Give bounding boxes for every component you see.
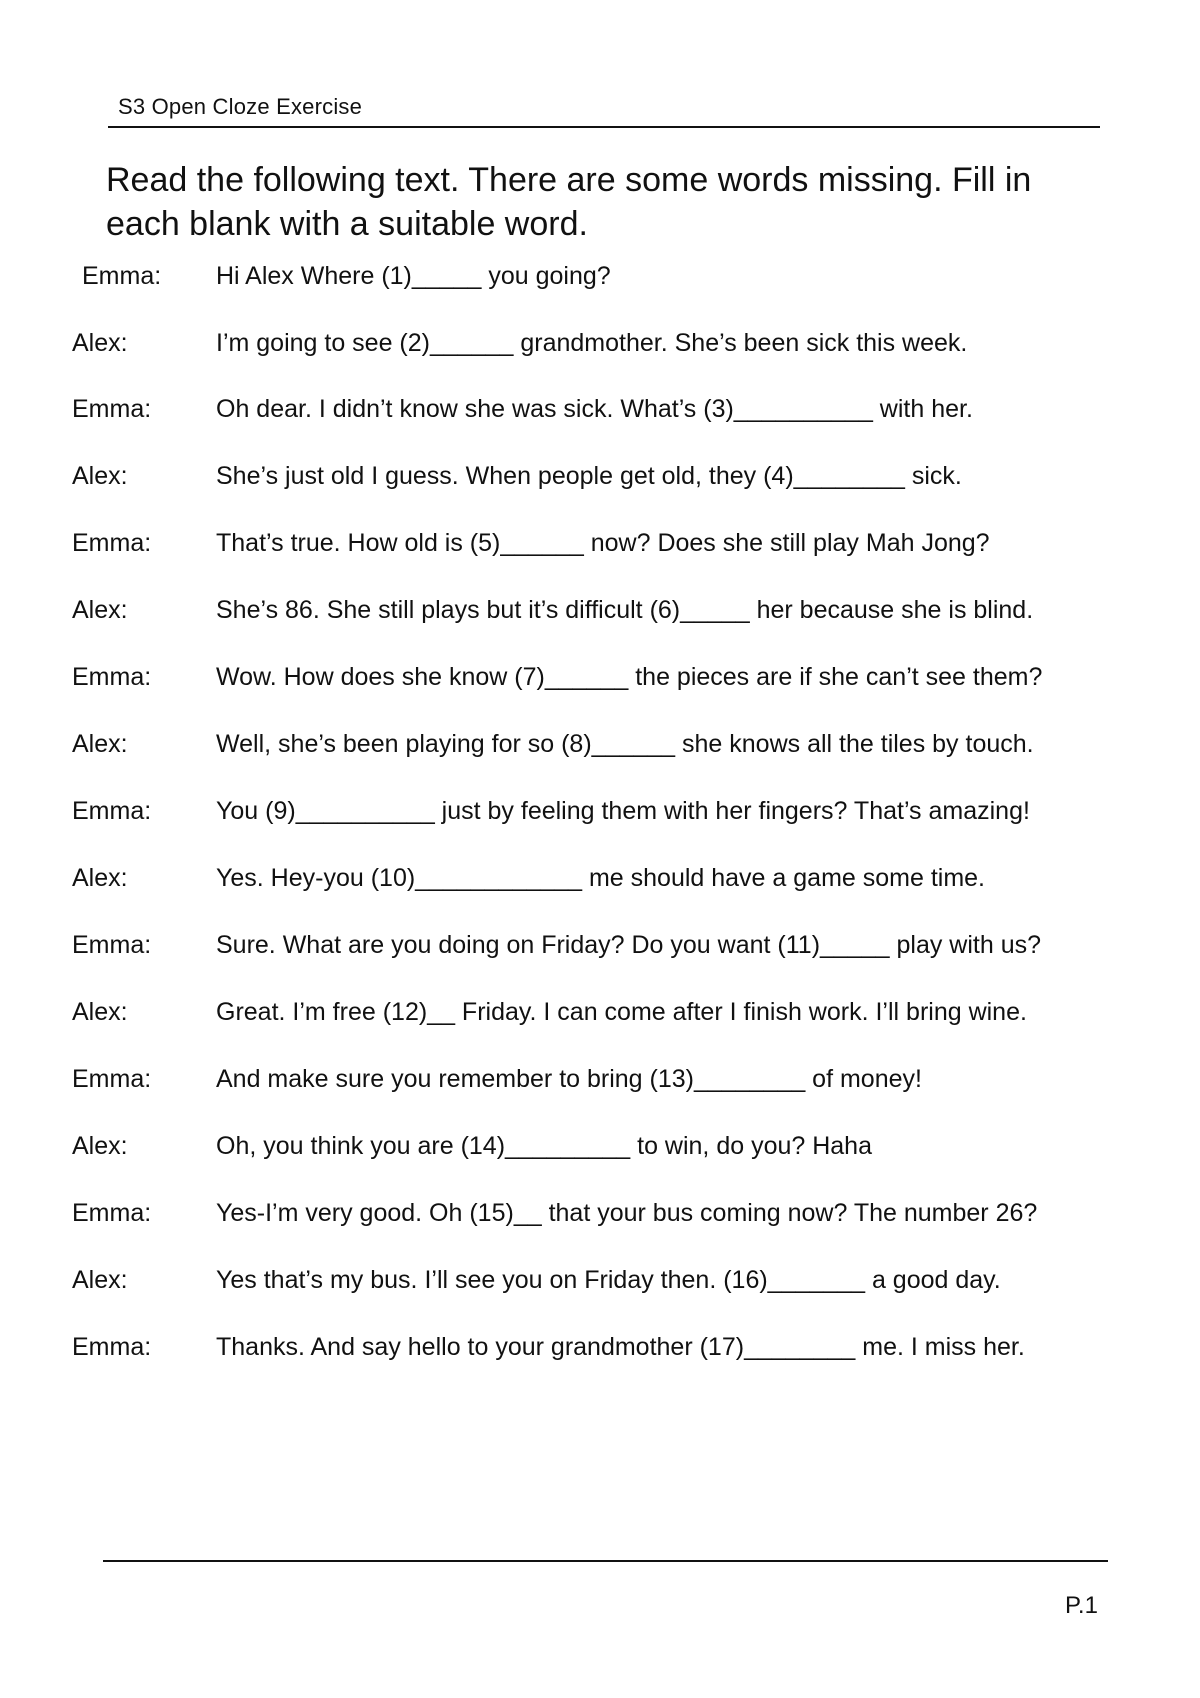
dialogue-line [0, 523, 1200, 563]
dialogue-line [0, 256, 1200, 296]
dialogue-text: Well, she’s been playing for so (8)______ she knows all the tiles by touch. [216, 730, 1034, 758]
speaker-label: Alex: [72, 1132, 128, 1160]
dialogue-text: Oh dear. I didn’t know she was sick. What’s (3)__________ with her. [216, 395, 973, 423]
dialogue-line [0, 1193, 1200, 1233]
dialogue-text: Wow. How does she know (7)______ the pieces are if she can’t see them? [216, 663, 1043, 691]
speaker-label: Emma: [72, 529, 152, 557]
header-title: S3 Open Cloze Exercise [118, 94, 363, 119]
dialogue-text: Yes. Hey-you (10)____________ me should have a game some time. [216, 864, 985, 892]
dialogue-line [0, 590, 1200, 630]
dialogue-text: That’s true. How old is (5)______ now? Does she still play Mah Jong? [216, 529, 990, 557]
dialogue-text: Yes that’s my bus. I’ll see you on Friday then. (16)_______ a good day. [216, 1266, 1001, 1294]
speaker-label: Emma: [72, 931, 152, 959]
dialogue-line [0, 1260, 1200, 1300]
dialogue-text: Great. I’m free (12)__ Friday. I can come after I finish work. I’ll bring wine. [216, 998, 1027, 1026]
dialogue-line [0, 858, 1200, 898]
dialogue-line [0, 657, 1200, 697]
page-number: P.1 [1065, 1592, 1098, 1619]
speaker-label: Emma: [72, 797, 152, 825]
dialogue-text: Thanks. And say hello to your grandmother (17)________ me. I miss her. [216, 1333, 1025, 1361]
instructions-text: Read the following text. There are some words missing. Fill in each blank with a suitable word. [106, 161, 1032, 243]
dialogue-text: You (9)__________ just by feeling them with her fingers? That’s amazing! [216, 797, 1030, 825]
dialogue-text: Yes-I’m very good. Oh (15)__ that your bus coming now? The number 26? [216, 1199, 1038, 1227]
dialogue-text: And make sure you remember to bring (13)________ of money! [216, 1065, 922, 1093]
dialogue-line [0, 925, 1200, 965]
dialogue-line [0, 724, 1200, 764]
dialogue-text: I’m going to see (2)______ grandmother. She’s been sick this week. [216, 329, 968, 357]
speaker-label: Alex: [72, 462, 128, 490]
dialogue-line [0, 456, 1200, 496]
dialogue-text: Sure. What are you doing on Friday? Do you want (11)_____ play with us? [216, 931, 1041, 959]
dialogue-line [0, 323, 1200, 363]
speaker-label: Alex: [72, 329, 128, 357]
speaker-label: Emma: [72, 395, 152, 423]
speaker-label: Alex: [72, 864, 128, 892]
dialogue-line [0, 992, 1200, 1032]
speaker-label: Emma: [72, 663, 152, 691]
dialogue-text: She’s 86. She still plays but it’s difficult (6)_____ her because she is blind. [216, 596, 1034, 624]
dialogue-text: She’s just old I guess. When people get old, they (4)________ sick. [216, 462, 962, 490]
dialogue-line [0, 791, 1200, 831]
speaker-label: Emma: [82, 262, 162, 290]
dialogue-text: Hi Alex Where (1)_____ you going? [216, 262, 611, 290]
dialogue-text: Oh, you think you are (14)_________ to win, do you? Haha [216, 1132, 872, 1160]
speaker-label: Alex: [72, 998, 128, 1026]
speaker-label: Alex: [72, 730, 128, 758]
footer-divider [103, 1560, 1108, 1562]
dialogue-line [0, 389, 1200, 429]
dialogue-line [0, 1126, 1200, 1166]
dialogue-line [0, 1059, 1200, 1099]
speaker-label: Emma: [72, 1199, 152, 1227]
speaker-label: Emma: [72, 1065, 152, 1093]
speaker-label: Alex: [72, 1266, 128, 1294]
speaker-label: Alex: [72, 596, 128, 624]
speaker-label: Emma: [72, 1333, 152, 1361]
dialogue-line [0, 1327, 1200, 1367]
